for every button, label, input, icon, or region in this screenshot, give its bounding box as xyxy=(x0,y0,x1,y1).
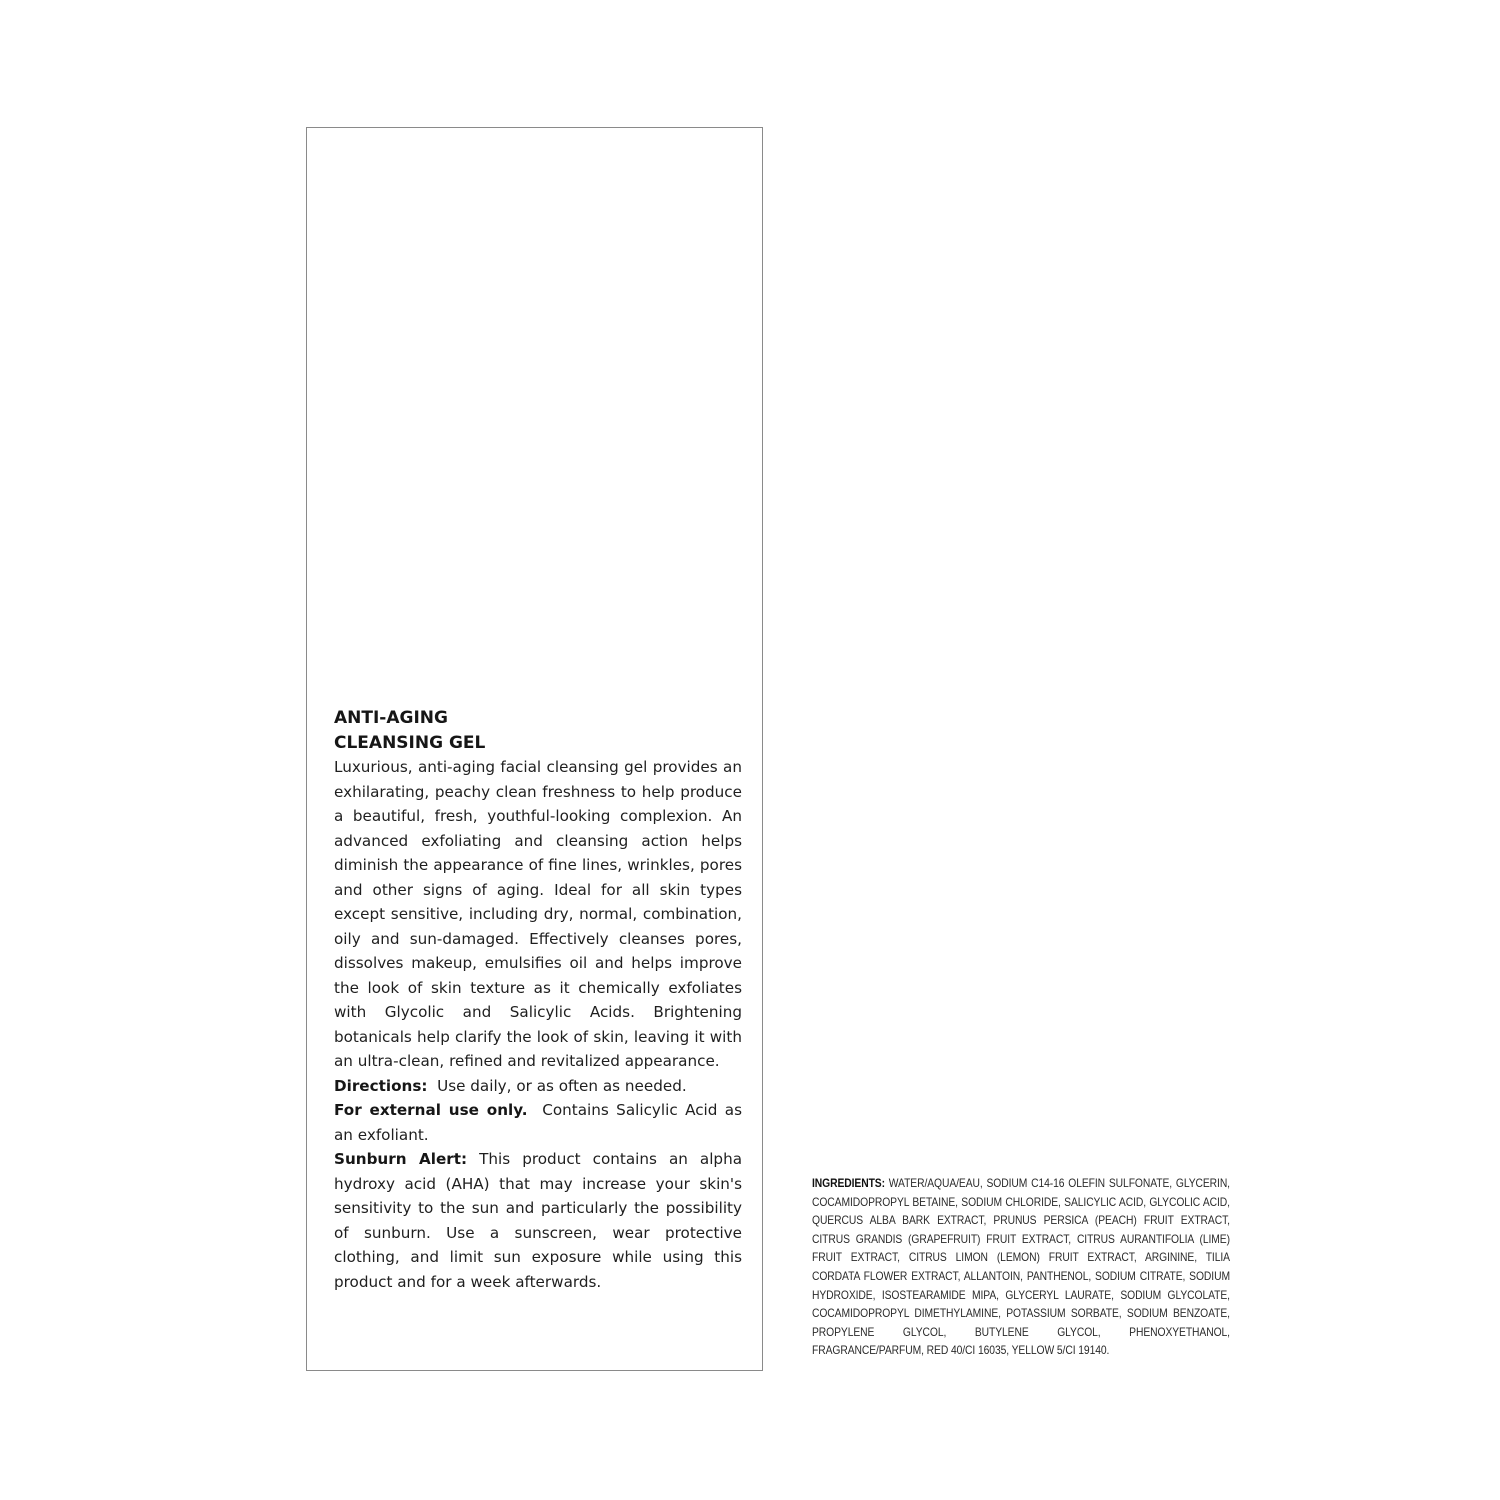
product-title-line-1: ANTI-AGING xyxy=(334,708,448,728)
external-use-text: Contains Salicylic Acid as an exfoliant. xyxy=(334,1101,743,1144)
label-panel xyxy=(306,127,763,1371)
sunburn-alert-text: This product contains an alpha hydroxy acid (AHA) that may increase your skin's sensitivity to the sun and particularly the possibility of sunburn. Use a sunscreen, wear protective clothing, and limit sun exposure while using this product and for a week afterwards. xyxy=(334,1150,743,1291)
directions xyxy=(334,1074,742,1099)
ingredients-block xyxy=(812,1174,1230,1360)
directions-label: Directions: xyxy=(334,1076,428,1095)
sunburn-alert xyxy=(334,1147,742,1294)
sunburn-alert-label: Sunburn Alert: xyxy=(334,1150,468,1168)
external-use-label: For external use only. xyxy=(334,1101,528,1119)
product-info xyxy=(334,706,742,1294)
external-use-warning xyxy=(334,1098,742,1147)
directions-text: Use daily, or as often as needed. xyxy=(437,1076,687,1095)
ingredients-label: INGREDIENTS: xyxy=(812,1176,885,1190)
product-title-line-2: CLEANSING GEL xyxy=(334,732,486,753)
ingredients-list: WATER/AQUA/EAU, SODIUM C14-16 OLEFIN SULFONATE, GLYCERIN, COCAMIDOPROPYL BETAINE, SODIUM CHLORIDE, SALICYLIC ACID, GLYCOLIC ACID, QUERCUS ALBA BARK EXTRACT, PRUNUS PERSICA (PEACH) FRUIT EXTRACT, CITRUS GRANDIS (GRAPEFRUIT) FRUIT EXTRACT, CITRUS AURANTIFOLIA (LIME) FRUIT EXTRACT, CITRUS LIMON (LEMON) FRUIT EXTRACT, ARGININE, TILIA CORDATA FLOWER EXTRACT, ALLANTOIN, PANTHENOL, SODIUM CITRATE, SODIUM HYDROXIDE, ISOSTEARAMIDE MIPA, GLYCERYL LAURATE, SODIUM GLYCOLATE, COCAMIDOPROPYL DIMETHYLAMINE, POTASSIUM SORBATE, SODIUM BENZOATE, PROPYLENE GLYCOL, BUTYLENE GLYCOL, PHENOXYETHANOL, FRAGRANCE/PARFUM, RED 40/CI 16035, YELLOW 5/CI 19140. xyxy=(812,1176,1230,1358)
product-description: Luxurious, anti-aging facial cleansing gel provides an exhilarating, peachy clean freshness to help produce a beautiful, fresh, youthful-looking complexion. An advanced exfoliating and cleansing action helps diminish the appearance of fine lines, wrinkles, pores and other signs of aging. Ideal for all skin types except sensitive, including dry, normal, combination, oily and sun-damaged. Effectively cleanses pores, dissolves makeup, emulsifies oil and helps improve the look of skin texture as it chemically exfoliates with Glycolic and Salicylic Acids. Brightening botanicals help clarify the look of skin, leaving it with an ultra-clean, refined and revitalized appearance. xyxy=(334,758,742,1070)
product-title xyxy=(334,706,742,755)
